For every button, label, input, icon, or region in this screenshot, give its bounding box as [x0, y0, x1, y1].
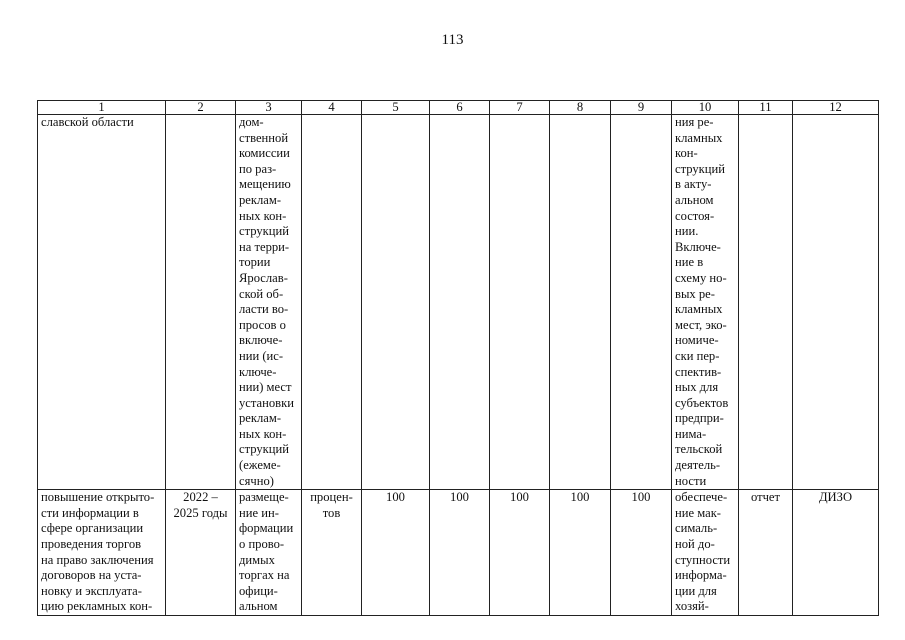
table-cell	[166, 115, 236, 490]
table-cell	[430, 490, 490, 616]
table-cell	[672, 490, 739, 616]
cell-text: 100	[570, 490, 590, 505]
column-number: 1	[38, 101, 166, 115]
table-cell	[739, 490, 793, 616]
data-table	[37, 100, 879, 616]
table-cell	[490, 115, 550, 490]
table-cell	[302, 115, 362, 490]
cell-text: процен- тов	[310, 490, 353, 520]
table-cell	[793, 115, 879, 490]
table-cell	[38, 115, 166, 490]
cell-text: размеще- ние ин- формации о прово- димых торгах на офици- альном	[239, 490, 294, 614]
cell-text: отчет	[750, 490, 781, 505]
column-number: 7	[490, 101, 550, 115]
table-cell	[793, 490, 879, 616]
cell-text: 100	[631, 490, 651, 505]
cell-text: 100	[510, 490, 529, 505]
cell-text: дом- ственной комиссии по раз- мещению реклам- ных кон- струкций на терри- тории Ярослав- ской об- ласти во- просов о включе- нии (ис- ключе- нии) мест установки реклам- ных кон- струкций (ежеме- сячно)	[239, 115, 294, 488]
column-number: 6	[430, 101, 490, 115]
cell-text: 2022 – 2025 годы	[173, 490, 228, 520]
table-cell	[739, 115, 793, 490]
column-number: 3	[236, 101, 302, 115]
table-cell	[362, 115, 430, 490]
table-cell	[550, 115, 611, 490]
table-cell	[236, 490, 302, 616]
cell-text: ния ре- кламных кон- струкций в акту- альном состоя- нии. Включе- ние в схему но- вых ре- кламных мест, эко- номиче- ски пер- спектив- ных для субъектов предпри- нима- тельской деятель- ности	[675, 115, 729, 488]
cell-text: обеспече- ние мак- сималь- ной до- ступности информа- ции для хозяй-	[675, 490, 731, 614]
cell-text: 100	[386, 490, 405, 505]
column-number: 9	[611, 101, 672, 115]
column-number-row	[38, 101, 879, 115]
column-number: 8	[550, 101, 611, 115]
table-row	[38, 490, 879, 616]
cell-text: славской области	[41, 115, 134, 129]
table-cell	[236, 115, 302, 490]
cell-text: повышение открыто- сти информации в сфере организации проведения торгов на право заключения договоров на уста- новку и эксплуата- цию рекламных кон-	[41, 490, 155, 614]
table-cell	[490, 490, 550, 616]
column-number: 4	[302, 101, 362, 115]
table-cell	[550, 490, 611, 616]
table-cell	[166, 490, 236, 616]
table-cell	[38, 490, 166, 616]
page-number: 113	[441, 32, 464, 48]
column-number: 11	[739, 101, 793, 115]
table-cell	[611, 115, 672, 490]
cell-text: ДИЗО	[818, 490, 853, 505]
column-number: 2	[166, 101, 236, 115]
cell-text: 100	[450, 490, 469, 505]
table-cell	[302, 490, 362, 616]
table-cell	[611, 490, 672, 616]
table-cell	[362, 490, 430, 616]
column-number: 10	[672, 101, 739, 115]
column-number: 5	[362, 101, 430, 115]
column-number: 12	[793, 101, 879, 115]
table-cell	[672, 115, 739, 490]
table-cell	[430, 115, 490, 490]
table-row	[38, 115, 879, 490]
